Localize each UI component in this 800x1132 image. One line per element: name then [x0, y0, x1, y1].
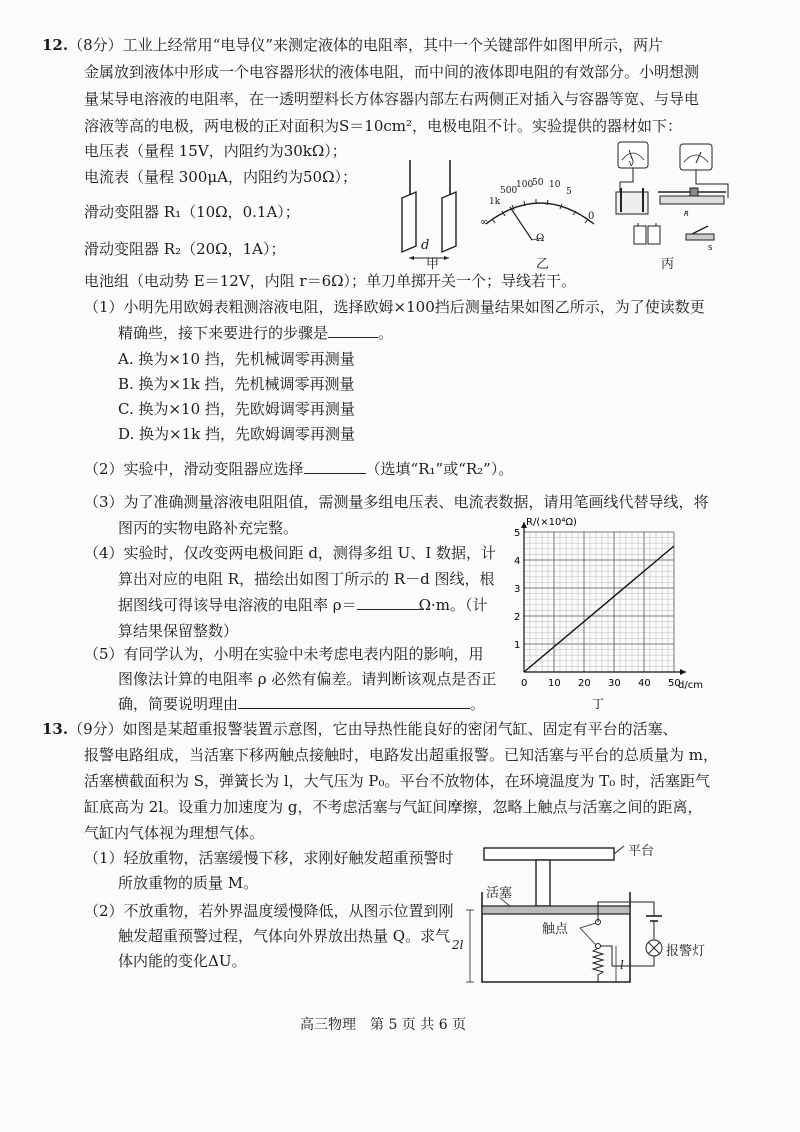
q12-sub3-line2: 图丙的实物电路补充完整。 [118, 519, 299, 537]
figure-overweight-alarm [462, 842, 732, 992]
q13-sub2-line1: （2）不放重物，若外界温度缓慢降低，从图示位置到刚 [84, 902, 454, 920]
equip-ammeter: 电流表（量程 300μA，内阻约为50Ω）； [84, 168, 358, 186]
fig-yi-caption: 乙 [536, 257, 550, 272]
q12-intro-3: 量某导电溶液的电阻率，在一透明塑料长方体容器内部左右两侧正对插入与容器等宽、与导电 [84, 90, 700, 108]
figure-ding-r-d-chart [500, 512, 730, 718]
fig-jia-d-label: d [421, 238, 430, 253]
alarm-fig-l-label: l [620, 958, 624, 972]
chart-y-tick-label: 2 [514, 612, 521, 623]
dial-scale-50: 50 [532, 178, 544, 188]
q12-intro-1: 工业上经常用“电导仪”来测定液体的电阻率，其中一个关键部件如图甲所示，两片 [122, 36, 663, 54]
alarm-fig-contact-label: 触点 [542, 922, 569, 937]
chart-x-tick-label: 10 [548, 678, 561, 689]
chart-y-tick-label: 5 [514, 528, 521, 539]
q12-sub5-line3: 确，简要说明理由 [118, 695, 239, 713]
chart-title: 丁 [592, 697, 605, 711]
q12-sub1-answer-blank[interactable] [328, 323, 378, 338]
q12-sub5-answer-blank[interactable] [238, 694, 470, 709]
q13-score: （9分） [68, 720, 123, 738]
q12-number: 12. [42, 36, 69, 54]
fig-bing-caption: 丙 [661, 257, 675, 272]
equip-battery: 电池组（电动势 E＝12V，内阻 r＝6Ω）；单刀单掷开关一个；导线若干。 [84, 272, 577, 290]
chart-x-tick-label: 0 [521, 678, 528, 689]
alarm-fig-2l-label: 2l [452, 938, 464, 952]
q12-sub4-unit: Ω·m。（计 [418, 596, 488, 614]
equip-rheostat-r1: 滑动变阻器 R₁（10Ω，0.1A）； [84, 203, 300, 221]
q12-sub1-option-d: D. 换为×1k 挡，先欧姆调零再测量 [118, 425, 355, 443]
figure-bing-circuit [608, 140, 736, 252]
chart-x-tick-label: 30 [608, 678, 621, 689]
q13-sub2-line2: 触发超重预警过程，气体向外界放出热量 Q。求气 [118, 927, 451, 945]
q13-number: 13. [42, 720, 69, 738]
q12-sub1-line1: （1）小明先用欧姆表粗测溶液电阻，选择欧姆×100挡后测量结果如图乙所示，为了使读数更 [84, 298, 705, 316]
q12-sub2-hint: （选填“R₁”或“R₂”）。 [365, 460, 514, 478]
chart-x-tick-label: 50 [668, 678, 681, 689]
svg-text:R: R [684, 210, 689, 218]
q12-sub1-option-c: C. 换为×10 挡，先欧姆调零再测量 [118, 400, 355, 418]
q12-sub1-option-b: B. 换为×1k 挡，先机械调零再测量 [118, 375, 355, 393]
dial-ohm-symbol: Ω [536, 233, 545, 244]
q13-intro-1: 如图是某超重报警装置示意图，它由导热性能良好的密闭气缸、固定有平台的活塞、 [122, 720, 678, 738]
chart-series-line [524, 546, 674, 672]
q13-sub2-line3: 体内能的变化ΔU。 [118, 952, 247, 970]
q13-intro-2: 报警电路组成，当活塞下移两触点接触时，电路发出超重报警。已知活塞与平台的总质量为 m， [84, 746, 718, 764]
q12-sub1-end: 。 [378, 324, 394, 342]
q12-sub3-line1: （3）为了准确测量溶液电阻阻值，需测量多组电压表、电流表数据，请用笔画线代替导线，将 [84, 493, 709, 511]
q12-sub5-line2: 图像法计算的电阻率 ρ 必然有偏差。请判断该观点是否正 [118, 670, 497, 688]
equip-rheostat-r2: 滑动变阻器 R₂（20Ω，1A）； [84, 240, 286, 258]
chart-y-axis-label: R/(×10⁴Ω) [526, 517, 577, 528]
chart-x-axis-label: d/cm [678, 680, 703, 691]
dial-scale-5: 5 [566, 187, 572, 197]
chart-x-tick-label: 40 [638, 678, 651, 689]
dial-scale-1k: 1k [489, 197, 501, 207]
dial-zero: 0 [588, 211, 595, 222]
chart-y-tick-label: 3 [514, 584, 521, 595]
q13-intro-3: 活塞横截面积为 S，弹簧长为 l，大气压为 P₀。平台不放物体，在环境温度为 T₀ 时，活塞距气 [84, 772, 711, 790]
dial-inf: ∞ [480, 217, 489, 228]
svg-text:V: V [629, 160, 634, 168]
q13-sub1-line2: 所放重物的质量 M。 [118, 874, 259, 892]
chart-y-tick-label: 4 [514, 556, 521, 567]
q12-sub4-line2: 算出对应的电阻 R，描绘出如图丁所示的 R－d 图线，根 [118, 570, 495, 588]
alarm-fig-platform-label: 平台 [628, 844, 655, 859]
equip-voltmeter: 电压表（量程 15V，内阻约为30kΩ）； [84, 142, 347, 160]
dial-scale-10: 10 [549, 180, 561, 190]
q12-intro-2: 金属放到液体中形成一个电容器形状的液体电阻，而中间的液体即电阻的有效部分。小明想测 [84, 63, 700, 81]
q13-intro-4: 缸底高为 2l。设重力加速度为 g，不考虑活塞与气缸间摩擦，忽略上触点与活塞之间的距离， [84, 798, 703, 816]
page-footer: 高三物理 第 5 页 共 6 页 [300, 1017, 467, 1033]
q12-sub1-option-a: A. 换为×10 挡，先机械调零再测量 [118, 350, 355, 368]
q12-intro-4: 溶液等高的电极，两电极的正对面积为S＝10cm²，电极电阻不计。实验提供的器材如下： [84, 117, 683, 135]
q12-sub4-line1: （4）实验时，仅改变两电极间距 d，测得多组 U、I 数据，计 [84, 544, 497, 562]
q12-sub4-answer-blank[interactable] [357, 595, 419, 610]
q12-sub1-line2: 精确些，接下来要进行的步骤是 [118, 324, 329, 342]
alarm-fig-piston-label: 活塞 [486, 886, 513, 901]
q12-sub2-text: （2）实验中，滑动变阻器应选择 [84, 460, 304, 478]
q12-sub2-answer-blank[interactable] [304, 459, 366, 474]
q12-sub5-end: 。 [470, 695, 486, 713]
fig-jia-caption: 甲 [426, 257, 440, 272]
chart-x-tick-label: 20 [578, 678, 591, 689]
svg-text:S: S [708, 244, 713, 252]
q12-sub4-line4: 算结果保留整数） [118, 622, 239, 640]
q13-intro-5: 气缸内气体视为理想气体。 [84, 824, 265, 842]
q12-sub5-line1: （5）有同学认为，小明在实验中未考虑电表内阻的影响，用 [84, 645, 484, 663]
q12-score: （8分） [68, 36, 123, 54]
q12-sub4-line3: 据图线可得该导电溶液的电阻率 ρ＝ [118, 596, 357, 614]
q13-sub1-line1: （1）轻放重物，活塞缓慢下移，求刚好触发超重预警时 [84, 849, 454, 867]
chart-y-tick-label: 1 [514, 640, 521, 651]
chart-grid [524, 532, 674, 672]
alarm-fig-lamp-label: 报警灯 [666, 944, 706, 959]
dial-scale-100: 100 [516, 180, 534, 190]
dial-scale-500: 500 [500, 186, 518, 196]
